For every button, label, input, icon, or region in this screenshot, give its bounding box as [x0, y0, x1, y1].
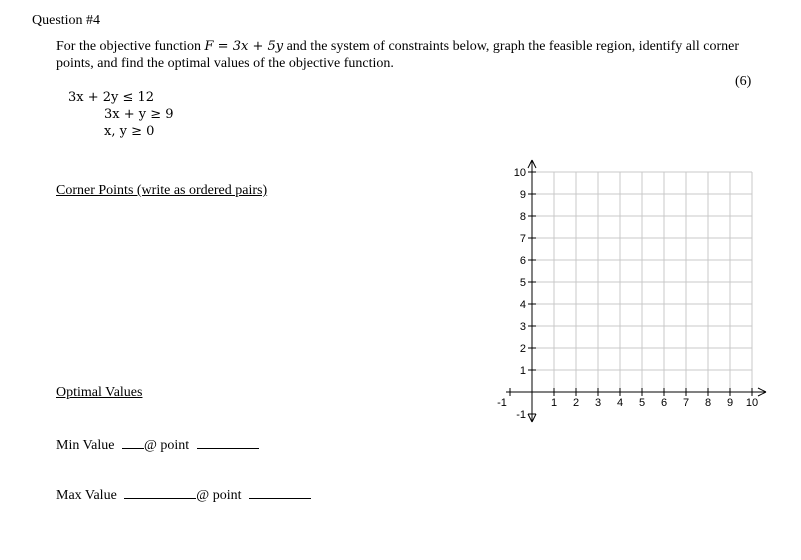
points-value: (6)	[735, 74, 752, 89]
constraint-1: 3x + 2y ≤ 12	[68, 90, 155, 105]
objective-function: F = 3x + 5y	[204, 39, 284, 54]
y-tick-label: 9	[519, 189, 526, 201]
x-tick-label: 1	[550, 397, 558, 409]
x-tick-label: 7	[682, 397, 690, 409]
x-tick-label: -1	[497, 397, 507, 409]
max-value-label: Max Value	[56, 488, 117, 503]
y-tick-label: 3	[519, 321, 526, 333]
grid-lines	[532, 172, 752, 392]
max-point-blank[interactable]	[249, 486, 311, 499]
constraint-3: x, y ≥ 0	[104, 124, 155, 139]
y-tick-label: 2	[519, 343, 526, 355]
max-value-blank[interactable]	[124, 486, 196, 499]
prompt-text-start: For the objective function	[56, 39, 205, 54]
grid-svg[interactable]	[497, 158, 775, 433]
question-prompt	[56, 38, 756, 72]
y-tick-label: 8	[519, 211, 526, 223]
y-tick-label: 10	[513, 167, 526, 179]
y-tick-label: -1	[516, 409, 526, 421]
prompt-text-end: and the system of constraints below, graph the feasible region, identify all corner points, and find the optimal values of the objective function.	[56, 39, 739, 71]
y-tick-label: 6	[519, 255, 526, 267]
x-tick-label: 9	[726, 397, 734, 409]
question-number: Question #4	[32, 13, 101, 28]
optimal-values-label: Optimal Values	[56, 385, 143, 400]
y-tick-label: 1	[519, 365, 526, 377]
x-tick-label: 8	[704, 397, 712, 409]
coordinate-grid[interactable]	[497, 158, 775, 438]
min-point-blank[interactable]	[197, 436, 259, 449]
y-tick-label: 4	[519, 299, 526, 311]
min-at-point-label: @ point	[143, 438, 190, 453]
x-tick-label: 6	[660, 397, 668, 409]
axes	[506, 160, 766, 422]
max-at-point-label: @ point	[196, 488, 242, 503]
tick-labels	[497, 167, 758, 421]
x-tick-label: 10	[745, 397, 759, 409]
y-tick-label: 7	[519, 233, 526, 245]
x-tick-label: 5	[638, 397, 646, 409]
min-value-blank[interactable]	[122, 436, 144, 449]
x-tick-label: 4	[616, 397, 624, 409]
max-value-row	[56, 486, 311, 504]
constraint-2: 3x + y ≥ 9	[104, 107, 174, 122]
min-value-row	[56, 436, 259, 454]
x-tick-label: 2	[572, 397, 580, 409]
min-value-label: Min Value	[56, 438, 115, 453]
y-tick-label: 5	[519, 277, 526, 289]
corner-points-label: Corner Points (write as ordered pairs)	[56, 183, 268, 198]
x-tick-label: 3	[594, 397, 602, 409]
